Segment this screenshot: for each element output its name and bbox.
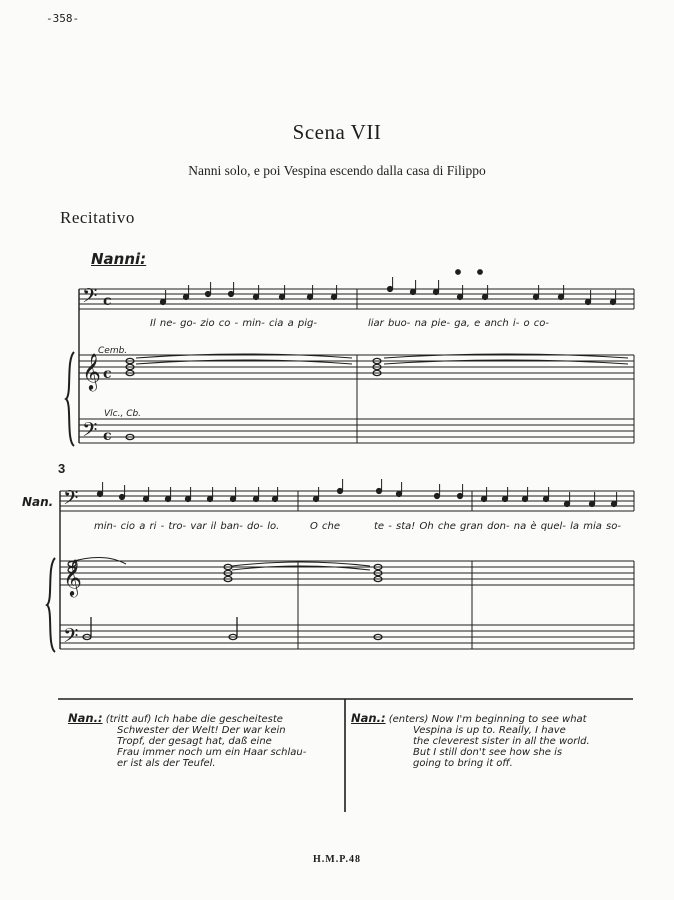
lyrics-bar-1: Il ne- go- zio co - min- cia a pig- (150, 318, 317, 329)
page-number: -358- (46, 12, 80, 25)
svg-text:𝄞: 𝄞 (63, 558, 82, 596)
german-line-4: Frau immer noch um ein Haar schlau- (117, 747, 307, 758)
german-speaker: Nan.: (68, 711, 103, 725)
german-translation (68, 713, 340, 769)
harpsichord-label: Cemb. (98, 346, 128, 356)
german-line-1: Nan.: (tritt auf) Ich habe die gescheiteste (68, 711, 283, 725)
svg-text:𝄢: 𝄢 (63, 624, 79, 652)
svg-text:c: c (103, 428, 112, 444)
voice-abbrev: Nan. (22, 495, 54, 509)
bass-staff-2 (60, 625, 634, 649)
english-line-2: Vespina is up to. Really, I have (413, 725, 566, 736)
german-line-3: Tropf, der gesagt hat, daß eine (117, 736, 272, 747)
lyrics-bar-4: O che (310, 521, 341, 532)
svg-text:c: c (103, 293, 112, 309)
english-translation (351, 713, 633, 769)
german-line-2: Schwester der Welt! Der war kein (117, 725, 286, 736)
harpsichord-staff-2 (60, 561, 634, 585)
english-line-3: the cleverest sister in all the world. (413, 736, 590, 747)
svg-text:𝄢: 𝄢 (63, 486, 79, 514)
measure-number: 3 (58, 461, 66, 476)
english-speaker: Nan.: (351, 711, 386, 725)
lyrics-bar-5: te - sta! Oh che gran don- na è quel- la mia so- (374, 521, 621, 532)
english-line-5: going to bring it off. (413, 758, 513, 769)
scene-subtitle: Nanni solo, e poi Vespina escendo dalla casa di Filippo (188, 163, 486, 178)
publisher-footer: H.M.P.48 (313, 854, 361, 865)
treble-clef-icon: 𝄞 (82, 352, 101, 390)
bass-label: Vlc., Cb. (104, 409, 142, 419)
voice-notes-2 (97, 479, 616, 507)
chord-notes (68, 358, 382, 639)
english-line-1: Nan.: (enters) Now I'm beginning to see what (351, 711, 587, 725)
scene-title: Scena VII (292, 120, 382, 144)
lyrics-bar-3: min- cio a ri - tro- var il ban- do- lo. (94, 521, 280, 532)
section-title: Recitativo (60, 208, 135, 227)
bass-clef-icon: 𝄢 (82, 418, 98, 446)
german-line-5: er ist als der Teufel. (117, 758, 216, 769)
voice-label: Nanni: (91, 250, 147, 268)
bass-clef-icon: 𝄢 (82, 284, 98, 312)
lyrics-bar-2: liar buo- na pie- ga, e anch i- o co- (368, 318, 550, 329)
english-line-4: But I still don't see how she is (413, 747, 563, 758)
svg-text:c: c (103, 366, 112, 382)
